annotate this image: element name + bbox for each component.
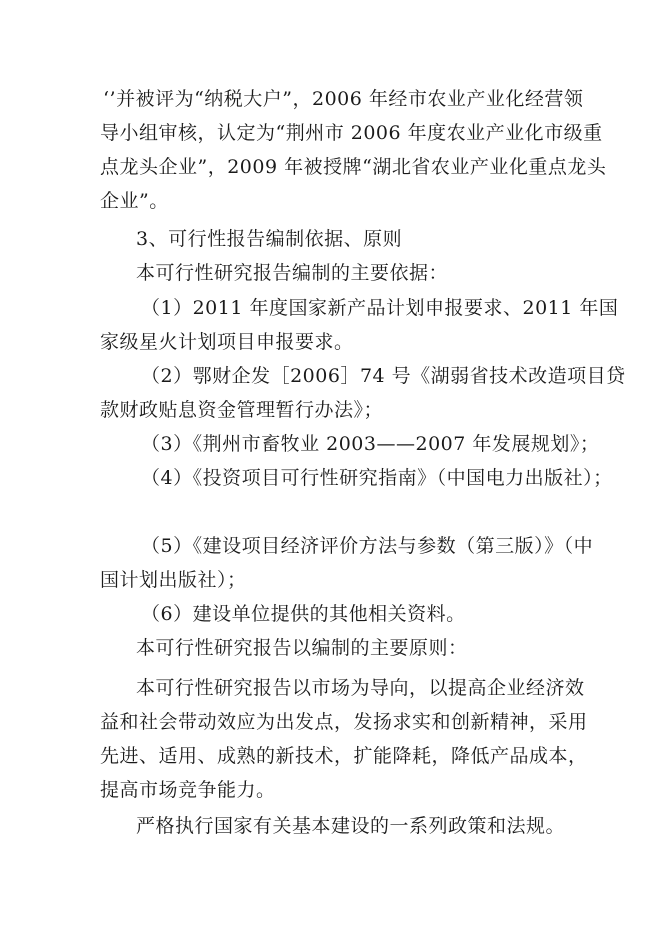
text-line: ‘’并被评为“纳税大户”，2006 年经市农业产业化经营领 [103, 88, 584, 110]
text-line: 导小组审核，认定为“荆州市 2006 年度农业产业化市级重 [100, 122, 603, 144]
list-item-line: 款财政贴息资金管理暂行办法》； [100, 399, 384, 421]
text-line: 益和社会带动效应为出发点，发扬求实和创新精神，采用 [100, 711, 588, 733]
list-item-line: （2）鄂财企发［2006］74 号《湖弱省技术改造项目贷 [141, 365, 626, 387]
list-item-line: 国计划出版社）； [100, 569, 247, 591]
list-item-line: （6）建设单位提供的其他相关资料。 [141, 603, 466, 625]
list-item-line: （3）《荆州市畜牧业 2003——2007 年发展规划》； [141, 433, 600, 455]
list-item-line: （1）2011 年度国家新产品计划申报要求、2011 年国 [141, 297, 619, 319]
section-heading: 3、可行性报告编制依据、原则 [136, 228, 403, 250]
text-line: 本可行性研究报告编制的主要依据： [136, 262, 449, 284]
text-line: 本可行性研究报告以市场为导向，以提高企业经济效 [136, 677, 585, 699]
list-item-line: （4）《投资项目可行性研究指南》（中国电力出版社）； [141, 467, 613, 489]
text-line: 企业”。 [100, 190, 169, 212]
text-line: 严格执行国家有关基本建设的一系列政策和法规。 [136, 815, 566, 837]
text-line: 点龙头企业”，2009 年被授牌“湖北省农业产业化重点龙头 [100, 156, 607, 178]
list-item-line: 家级星火计划项目申报要求。 [100, 331, 354, 353]
text-line: 先进、适用、成熟的新技术，扩能降耗，降低产品成本， [100, 745, 588, 767]
text-line: 本可行性研究报告以编制的主要原则： [136, 637, 468, 659]
list-item-line: （5）《建设项目经济评价方法与参数（第三版）》（中 [141, 535, 594, 557]
text-line: 提高市场竞争能力。 [100, 779, 276, 801]
